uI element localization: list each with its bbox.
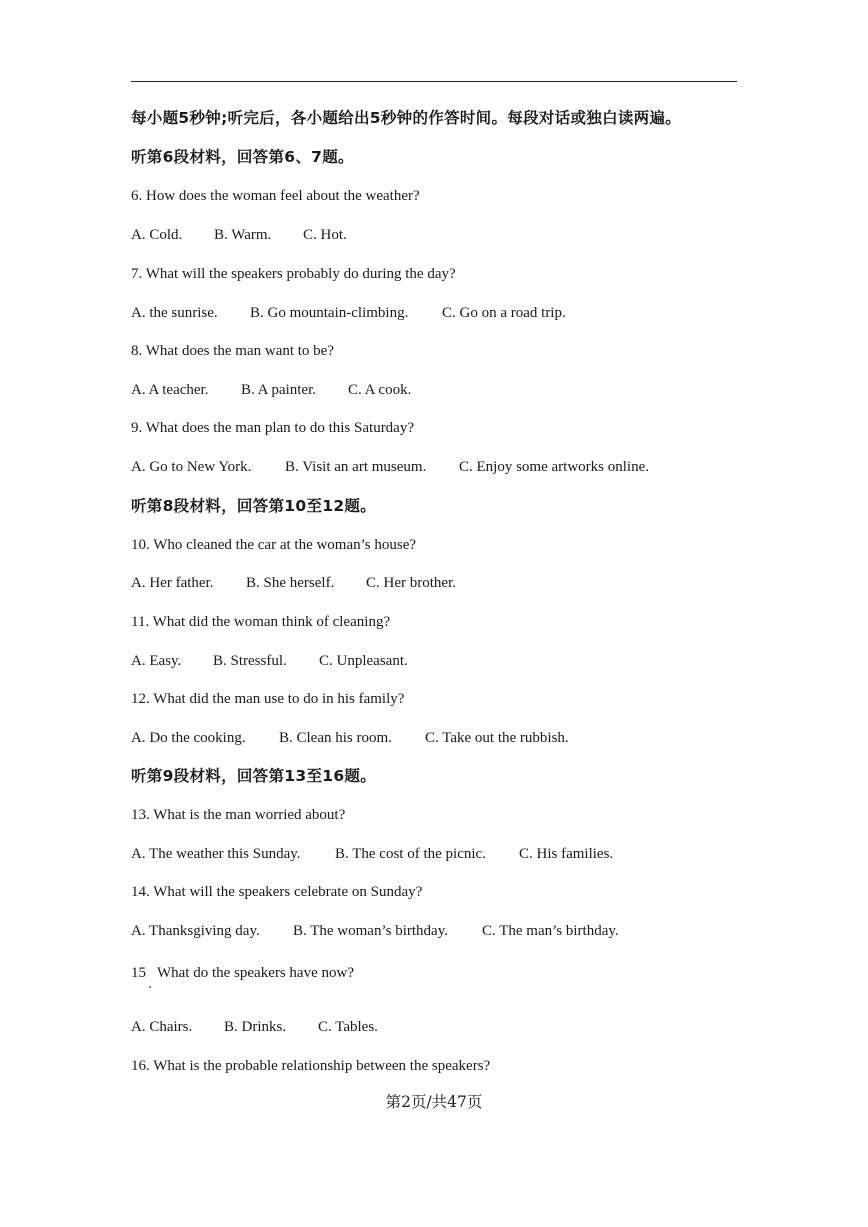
option-c: C. Unpleasant.	[319, 653, 408, 669]
question-7: 7. What will the speakers probably do during the day?	[131, 266, 456, 282]
section-heading-6: 听第6段材料，回答第6、7题。	[131, 148, 354, 166]
option-a: A. Easy.	[131, 653, 182, 669]
section-heading-9: 听第9段材料，回答第13至16题。	[131, 767, 377, 785]
options-9	[131, 457, 649, 477]
instruction-text: 每小题5秒钟;听完后，各小题给出5秒钟的作答时间。每段对话或独白读两遍。	[131, 109, 682, 127]
options-7	[131, 303, 566, 323]
option-a: A. Her father.	[131, 575, 214, 591]
option-b: B. Clean his room.	[279, 730, 392, 746]
question-8: 8. What does the man want to be?	[131, 343, 334, 359]
option-b: B. Warm.	[214, 227, 272, 243]
option-a: A. Thanksgiving day.	[131, 923, 260, 939]
page-number: 第2页/共47页	[385, 1093, 483, 1111]
option-a: A. A teacher.	[131, 382, 209, 398]
question-14: 14. What will the speakers celebrate on Sunday?	[131, 884, 423, 900]
option-a: A. Do the cooking.	[131, 730, 246, 746]
options-6	[131, 225, 347, 245]
stray-mark	[149, 986, 151, 988]
question-6: 6. How does the woman feel about the weather?	[131, 188, 420, 204]
option-c: C. His families.	[519, 846, 614, 862]
option-c: C. The man’s birthday.	[482, 923, 619, 939]
options-10	[131, 573, 456, 593]
option-c: C. Tables.	[318, 1019, 378, 1035]
option-a: A. Cold.	[131, 227, 183, 243]
option-c: C. Go on a road trip.	[442, 305, 566, 321]
question-10: 10. Who cleaned the car at the woman’s house?	[131, 537, 417, 553]
option-a: A. the sunrise.	[131, 305, 218, 321]
option-a: A. The weather this Sunday.	[131, 846, 301, 862]
question-13: 13. What is the man worried about?	[131, 807, 346, 823]
header-rule	[131, 81, 737, 82]
option-a: A. Go to New York.	[131, 459, 252, 475]
option-b: B. Visit an art museum.	[285, 459, 427, 475]
option-b: B. The cost of the picnic.	[335, 846, 486, 862]
options-14	[131, 921, 619, 941]
option-c: C. Take out the rubbish.	[425, 730, 569, 746]
question-12: 12. What did the man use to do in his family?	[131, 691, 405, 707]
option-c: C. Her brother.	[366, 575, 456, 591]
option-b: B. Go mountain-climbing.	[250, 305, 409, 321]
option-c: C. A cook.	[348, 382, 412, 398]
options-11	[131, 651, 408, 671]
options-12	[131, 728, 569, 748]
option-c: C. Hot.	[303, 227, 347, 243]
options-13	[131, 844, 613, 864]
option-b: B. She herself.	[246, 575, 335, 591]
option-b: B. The woman’s birthday.	[293, 923, 448, 939]
question-15: 15 What do the speakers have now?	[131, 965, 354, 981]
option-b: B. A painter.	[241, 382, 316, 398]
question-16: 16. What is the probable relationship between the speakers?	[131, 1058, 491, 1074]
option-a: A. Chairs.	[131, 1019, 193, 1035]
options-8	[131, 380, 411, 400]
question-9: 9. What does the man plan to do this Saturday?	[131, 420, 415, 436]
options-15	[131, 1017, 378, 1037]
section-heading-8: 听第8段材料，回答第10至12题。	[131, 497, 377, 515]
option-b: B. Drinks.	[224, 1019, 287, 1035]
option-c: C. Enjoy some artworks online.	[459, 459, 649, 475]
option-b: B. Stressful.	[213, 653, 287, 669]
question-11: 11. What did the woman think of cleaning?	[131, 614, 391, 630]
